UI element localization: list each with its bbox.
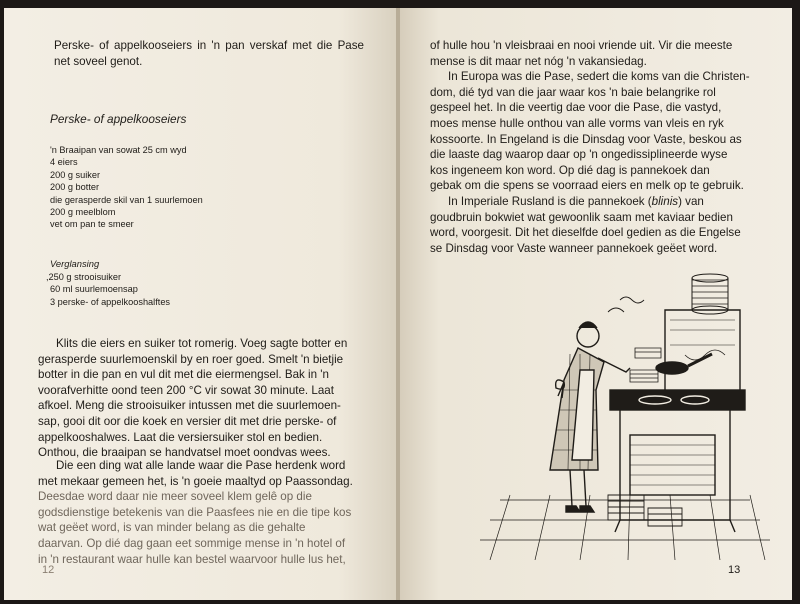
text-line: moes mense hulle onthou van alle vorms van vleis en ryk [430, 116, 724, 130]
text-line: mense is dit maar net nóg 'n vakansiedag. [430, 54, 647, 68]
story-line: met mekaar gemeen het, is 'n goeie maaltyd op Paassondag. [38, 474, 353, 488]
ingredient-item: 4 eiers [50, 157, 78, 168]
story-line: daarvan. Op dié dag gaan eet sommige mense in 'n hotel of [38, 536, 346, 550]
method-line: appelkooshalwes. Laat die versiersuiker stol en bedien. [38, 430, 323, 444]
story-line: in 'n restaurant waar hulle kan bestel waarvoor hulle lus het, [38, 552, 346, 566]
method-line: afkoel. Meng die strooisuiker intussen met die suurlemoen- [38, 399, 341, 413]
glaze-item: 3 perske- of appelkooshalftes [50, 296, 171, 307]
text-line: In Europa was die Pase, sedert die koms van die Christen- [448, 70, 750, 84]
story-line: godsdienstige betekenis van die Paasfees nie en die tipe kos [38, 505, 352, 519]
text-line: In Imperiale Rusland is die pannekoek (blinis) van [448, 194, 704, 208]
glaze-item: ,250 g strooisuiker [46, 272, 122, 282]
ingredient-item: 200 g meelblom [50, 207, 116, 218]
method-line: sap, gooi dit oor die koek en versier dit met drie perske- of [38, 414, 337, 428]
ingredient-item: vet om pan te smeer [50, 219, 134, 230]
story-paragraph [38, 458, 378, 567]
text-line: gespeel het. In die veertig dae voor die Pase, die vastyd, [430, 101, 722, 115]
page-number-left: 12 [42, 564, 55, 576]
right-page [400, 8, 792, 600]
left-page [4, 8, 398, 600]
ingredient-list [50, 144, 203, 231]
method-line: Klits die eiers en suiker tot romerig. Voeg sagte botter en [56, 337, 348, 350]
ingredient-item: 200 g botter [50, 182, 100, 193]
glaze-title: Verglansing [50, 258, 100, 269]
text-line: goudbruin bokwiet wat gewoonlik saam met kaviaar bedien [430, 210, 733, 224]
ingredient-item: 200 g suiker [50, 169, 101, 180]
glaze-list [46, 271, 170, 308]
method-line: gerasperde suurlemoenskil by en roer goed. Smelt 'n bietjie [38, 352, 344, 366]
page-number-right: 13 [728, 564, 741, 576]
text-line: die laaste dag waarop daar op 'n ongedissiplineerde wyse [430, 148, 728, 162]
method-line: voorafverhitte oond teen 200 °C vir sowat 30 minute. Laat [38, 383, 334, 397]
recipe-title: Perske- of appelkooseiers [50, 112, 187, 126]
method-paragraph [38, 336, 378, 461]
text-line: gebak om die spens se voorraad eiers en melk op te gebruik. [430, 179, 744, 193]
text-line: word, voorgesit. Dit het dieselfde doel gedien as die Engelse [430, 226, 741, 240]
right-text [430, 38, 776, 256]
text-line: of hulle hou 'n vleisbraai en nooi vriende uit. Vir die meeste [430, 39, 733, 52]
story-line: wat geëet word, is van minder belang as die gehalte [38, 521, 306, 535]
text-line: kos ingeneem kon word. Op dié dag is pannekoek dan [430, 163, 710, 177]
cooking-illustration [480, 270, 770, 560]
story-line: Die een ding wat alle lande waar die Pase herdenk word [56, 459, 346, 472]
story-line: Deesdae word daar nie meer soveel klem gelê op die [38, 490, 312, 504]
text-line: kossoorte. In Engeland is die Dinsdag voor Vaste, beskou as [430, 132, 742, 146]
method-line: botter in die pan en vul dit met die eiermengsel. Bak in 'n [38, 368, 329, 382]
glaze-item: 60 ml suurlemoensap [50, 284, 138, 295]
method-line: Onthou, die braaipan se handvatsel moet oondvas wees. [38, 446, 331, 460]
intro-text: Perske- of appelkooseiers in 'n pan verskaf met die Pase net soveel genot. [54, 39, 364, 68]
ingredient-item: die gerasperde skil van 1 suurlemoen [50, 194, 203, 205]
ingredient-item: 'n Braaipan van sowat 25 cm wyd [50, 145, 187, 155]
text-line: dom, dié tyd van die jaar waar kos 'n baie belangrike rol [430, 85, 716, 99]
text-line: se Dinsdag voor Vaste wanneer pannekoek geëet word. [430, 241, 718, 255]
